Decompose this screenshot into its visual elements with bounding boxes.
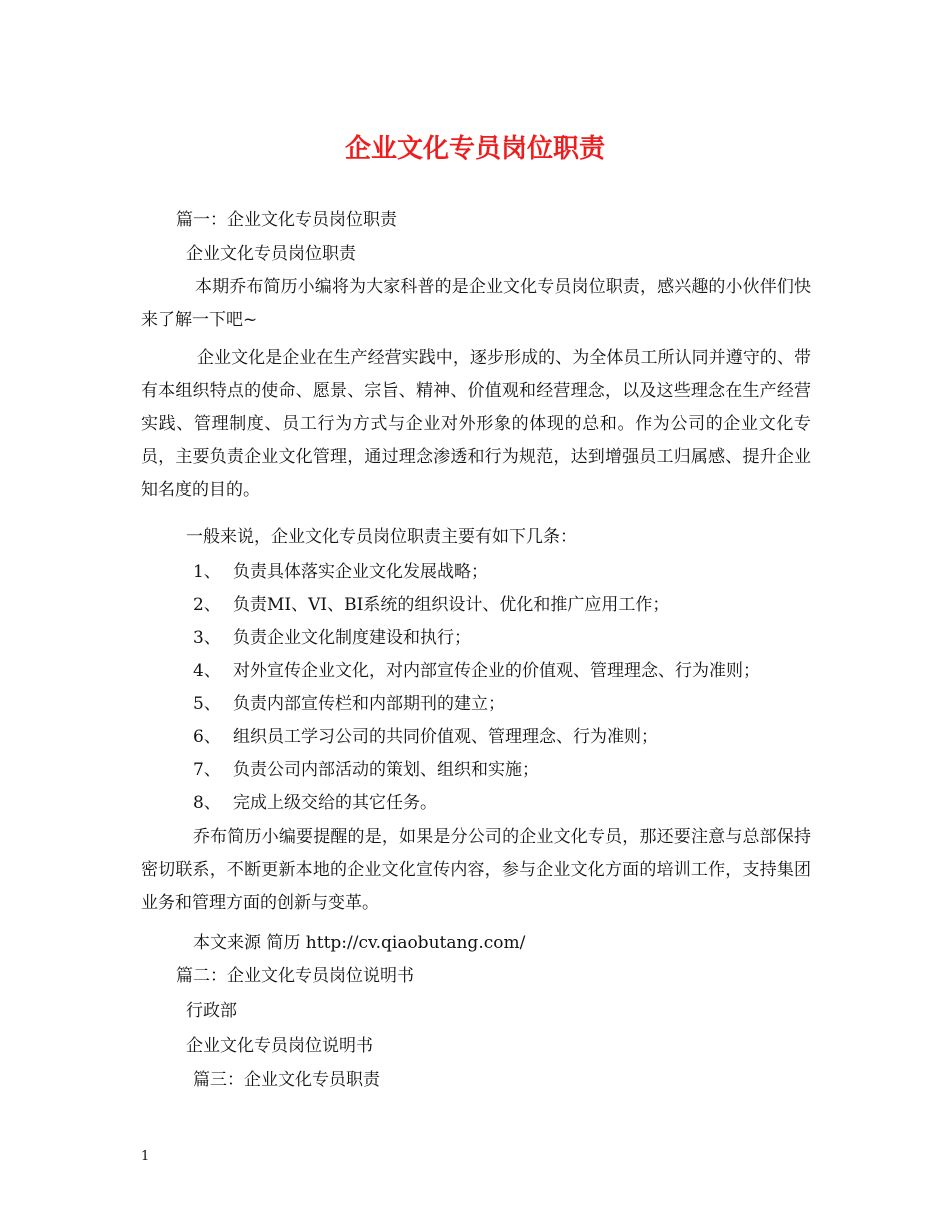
list-item-text: 对外宣传企业文化，对内部宣传企业的价值观、管理理念、行为准则； [233,661,760,681]
list-item [193,659,760,683]
list-item-number: 4、 [193,661,221,681]
list-item-text: 负责公司内部活动的策划、组织和实施； [233,760,539,780]
intro-paragraph: 本期乔布简历小编将为大家科普的是企业文化专员岗位职责，感兴趣的小伙伴们快来了解一下吧~ [141,277,811,330]
list-item-number: 5、 [193,694,221,714]
list-item [193,791,437,815]
list-item-number: 3、 [193,628,221,648]
list-item-text: 负责企业文化制度建设和执行； [233,628,471,648]
part1-subtitle: 企业文化专员岗位职责 [186,244,356,264]
list-item-number: 6、 [193,727,221,747]
list-item-text: 组织员工学习公司的共同价值观、管理理念、行为准则； [233,727,658,747]
reminder-paragraph: 乔布简历小编要提醒的是，如果是分公司的企业文化专员，那还要注意与总部保持密切联系，不断更新本地的企业文化宣传内容，参与企业文化方面的培训工作，支持集团业务和管理方面的创新与变革。 [141,827,811,913]
document-title: 企业文化专员岗位职责 [344,134,605,164]
list-item-text: 负责具体落实企业文化发展战略； [233,562,488,582]
list-item [193,758,539,782]
part2-department: 行政部 [186,1001,237,1021]
list-item-number: 8、 [193,793,221,813]
list-item-number: 7、 [193,760,221,780]
source-line: 本文来源 简历 http://cv.qiaobutang.com/ [193,933,526,953]
list-item-text: 完成上级交给的其它任务。 [233,793,437,813]
list-item-text: 负责内部宣传栏和内部期刊的建立； [233,694,505,714]
list-item-number: 1、 [193,562,221,582]
list-item [193,626,471,650]
list-item [193,593,669,617]
page-number: 1 [141,1149,150,1164]
list-item [193,692,505,716]
part3-heading: 篇三：企业文化专员职责 [193,1070,380,1090]
list-item-text: 负责MI、VI、BI系统的组织设计、优化和推广应用工作； [233,595,670,615]
part2-subtitle: 企业文化专员岗位说明书 [186,1036,373,1056]
list-item [193,560,488,584]
duties-intro: 一般来说，企业文化专员岗位职责主要有如下几条： [186,527,577,547]
list-item-number: 2、 [193,595,221,615]
definition-paragraph: 企业文化是企业在生产经营实践中，逐步形成的、为全体员工所认同并遵守的、带有本组织特点的使命、愿景、宗旨、精神、价值观和经营理念，以及这些理念在生产经营实践、管理制度、员工行为方式与企业对外形象的体现的总和。作为公司的企业文化专员，主要负责企业文化管理，通过理念渗透和行为规范，达到增强员工归属感、提升企业知名度的目的。 [141,348,811,500]
part2-heading: 篇二：企业文化专员岗位说明书 [176,966,414,986]
part1-heading: 篇一：企业文化专员岗位职责 [176,210,397,230]
list-item [193,725,658,749]
